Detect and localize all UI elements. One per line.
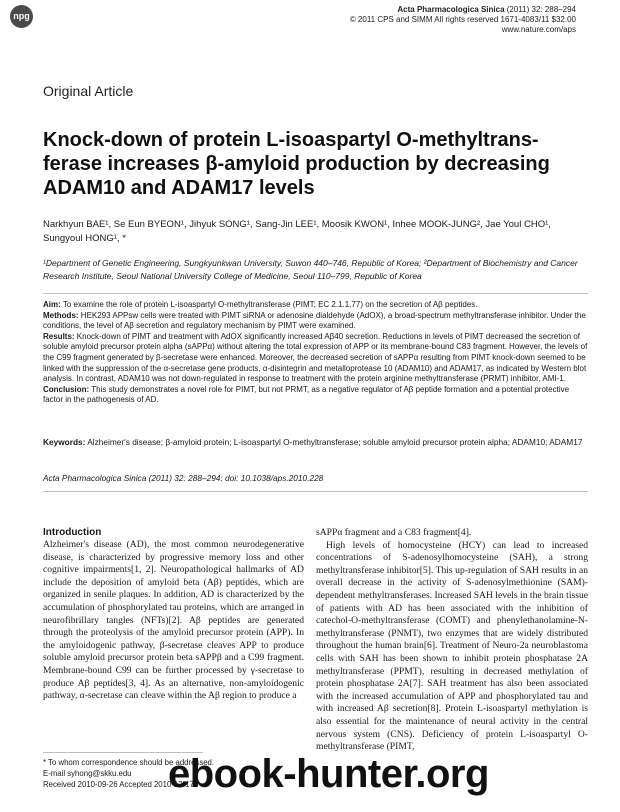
abstract: [43, 300, 588, 406]
affiliations: ¹Department of Genetic Engineering, Sungkyunkwan University, Suwon 440–746, Republic of Korea; ²Department of Biochemistry and Cancer Research Institute, Seoul National University College of Medicine, Seoul 110–799, Republic of Korea: [43, 258, 578, 281]
abstract-results: [43, 332, 588, 385]
intro-heading: Introduction: [43, 527, 102, 538]
abstract-aim: [43, 300, 588, 311]
correspondence-note: * To whom correspondence should be addressed.: [43, 758, 215, 767]
results-label: Results:: [43, 331, 75, 341]
journal-url[interactable]: www.nature.com/aps: [501, 25, 576, 34]
methods-label: Methods:: [43, 310, 79, 320]
intro-paragraph-1: Alzheimer's disease (AD), the most common neurodegenerative disease, is characterized by progressive memory loss and other cognitive impairments[1, 2]. Neuropathological hallmarks of AD include the deposition of amyloid beta (Aβ) peptides, which are organized in senile plaques. In addition, AD is characterized by the accumulation of phosphorylated tau proteins, which are arranged in neurofibrillary tangles (NFTs)[2]. Aβ peptides are generated through the proteolysis of the amyloid precursor protein (APP). In the amyloidogenic pathway, β-secretase cleaves APP to produce soluble amyloid precursor protein beta sAPPβ and a C99 fragment. Membrane-bound C99 can be further processed by γ-secretase to produce Aβ peptides[3, 4]. As an alternative, non-amyloidogenic pathway, α-secretase can cleave within the Aβ region to produce a: [43, 539, 304, 702]
aim-text: To examine the role of protein L-isoaspartyl O-methyltransferase (PIMT; EC 2.1.1.77) on the secretion of Aβ peptides.: [60, 300, 478, 309]
keywords: [43, 437, 588, 448]
article-title: Knock-down of protein L-isoaspartyl O-methyltrans-ferase increases β-amyloid production by decreasing ADAM10 and ADAM17 levels: [43, 129, 550, 199]
copyright-line: © 2011 CPS and SIMM All rights reserved 1671-4083/11 $32.00: [349, 15, 576, 24]
author-list: Narkhyun BAE¹, Se Eun BYEON¹, Jihyuk SONG¹, Sang-Jin LEE¹, Moosik KWON¹, Inhee MOOK-JUNG², Jae Youl CHO¹, Sungyoul HONG¹, *: [43, 219, 551, 244]
journal-citation: (2011) 32: 288–294: [504, 5, 576, 14]
conclusion-label: Conclusion:: [43, 384, 90, 394]
section-label: Original Article: [43, 83, 134, 99]
intro-paragraph-1-end: sAPPα fragment and a C83 fragment[4].: [316, 527, 472, 538]
intro-paragraph-2: High levels of homocysteine (HCY) can lead to increased concentrations of S-adenosylhomocysteine (SAH), a strong methyltransferase inhibitor[5]. This up-regulation of SAH results in an overall decrease in the activity of S-adenosylmethionine (SAM)-dependent methyltransferases. Increased SAH levels in the brain tissue of patients with AD has been associated with the inhibition of catechol-O-methyltransferase (COMT) and phenylethanolamine-N-methyltransferase (PNMT), two enzymes that are widely distributed throughout the human brain[6]. Treatment of Neuro-2a neuroblastoma cells with SAH has been shown to inhibit protein phosphatase 2A methyltransferase (PPMT), resulting in decreased methylation of protein phosphatase 2A[7]. SAH treatment has also been associated with the increased accumulation of APP and phosphorylated tau and with increased Aβ secretion[8]. Protein L-isoaspartyl methylation is also essential for the maintenance of neural activity in the central nervous system (CNS). Deficiency of protein L-isoaspartyl O-methyltransferase (PIMT,: [316, 539, 589, 753]
abstract-methods: [43, 311, 588, 332]
conclusion-text: This study demonstrates a novel role for PIMT, but not PRMT, as a negative regulator of Aβ peptide formation and a potential protective factor in the pathogenesis of AD.: [43, 384, 570, 405]
intro-left-column: [43, 539, 304, 703]
aim-label: Aim:: [43, 300, 61, 309]
intro-right-column: [316, 527, 588, 754]
abstract-conclusion: [43, 385, 588, 406]
correspondence-email[interactable]: E-mail syhong@skku.edu: [43, 769, 132, 778]
results-text: Knock-down of PIMT and treatment with AdOX significantly increased Aβ40 secretion. Reductions in levels of PIMT decreased the secretion of soluble amyloid precursor protein alpha (sAPPα) without altering the total expression of APP or its membrane-bound C83 fragment. However, the levels of the C99 fragment generated by β-secretase were enhanced. Moreover, the decreased secretion of sAPPα resulting from PIMT knock-down seemed to be linked with the suppression of the α-secretase gene products, α-disintegrin and metalloprotease 10 (ADAM10) and ADAM17, as indicated by Western blot analysis. In contrast, ADAM10 was not down-regulated in response to treatment with the protein arginine methyltransferase (PRMT) inhibitor, AMI-1.: [43, 331, 588, 384]
citation-line: Acta Pharmacologica Sinica (2011) 32: 288–294; doi: 10.1038/aps.2010.228: [43, 473, 324, 483]
keywords-label: Keywords:: [43, 437, 86, 447]
watermark: ebook-hunter.org: [168, 752, 489, 796]
abstract-top-rule: [43, 293, 588, 294]
keywords-text: Alzheimer's disease; β-amyloid protein; L-isoaspartyl O-methyltransferase; soluble amyloid precursor protein alpha; ADAM10; ADAM17: [85, 437, 583, 447]
abstract-bottom-rule: [43, 491, 588, 492]
methods-text: HEK293 APPsw cells were treated with PIMT siRNA or adenosine dialdehyde (AdOX), a broad-spectrum methyltransferase inhibitor. Under the conditions, the level of Aβ secretion and regulatory mechanism by PIMT were examined.: [43, 310, 586, 331]
received-accepted-dates: Received 2010-09-26 Accepted 2010-12-17: [43, 780, 194, 789]
npg-logo: npg: [10, 5, 33, 28]
journal-header: [397, 5, 576, 14]
journal-name: Acta Pharmacologica Sinica: [397, 5, 505, 14]
